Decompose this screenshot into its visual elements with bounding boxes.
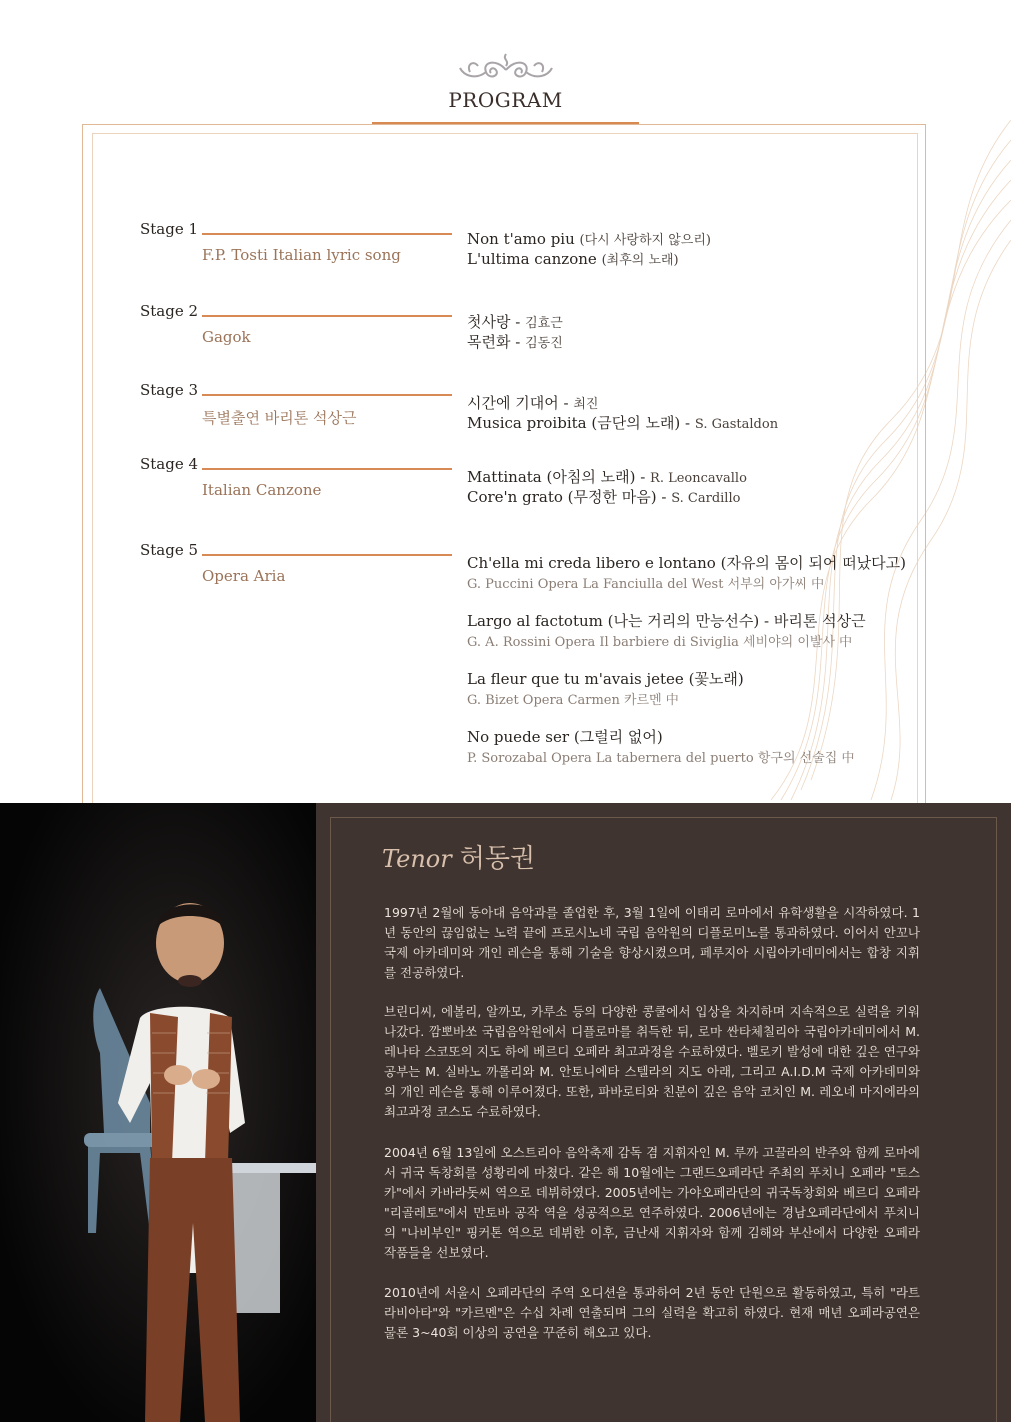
song-title	[467, 249, 679, 268]
song-composer: S. Gastaldon	[694, 417, 779, 432]
bio-paragraph: 브린디씨, 에볼리, 알까모, 카루소 등의 다양한 콩쿨에서 입상을 차지하며 지속적으로 실력을 키워나갔다. 깜뽀바쏘 국립음악원에서 디플로마를 취득한 뒤, 로마 싼타체칠리아 국립아카데미에서 M. 레나타 스코또의 지도 하에 베르디 오페라 최고과정을 수료하였다. 벨로키 발성에 대한 깊은 연구와 공부는 M. 실바노 까롤리와 M. 안토니에타 스텔라의 지도 아래, 그리고 A.I.D.M 국제 아카데미와의 개인 레슨을 통해 이루어졌다. 또한, 파바로티와 친분이 깊은 음악 코치인 M. 레오네 마지에라의 최고과정 코스도 수료하였다.	[384, 1004, 920, 1119]
song-title: La fleur que tu m'avais jetee (꽃노래)	[467, 670, 744, 688]
stage-divider	[202, 554, 452, 556]
song-title	[467, 229, 711, 248]
song-source: G. Bizet Opera Carmen 카르멘 中	[467, 693, 679, 708]
bio-paragraph: 1997년 2월에 동아대 음악과를 졸업한 후, 3월 1일에 이태리 로마에서 유학생활을 시작하였다. 1년 동안의 끊임없는 노력 끝에 프로시노네 국립 음악원의 디플로미노를 통과하였다. 이어서 안꼬나 국제 아카데미와 개인 레슨을 통해 기술을 향상시켰으며, 페루지아 시립아카데미에서는 합창 지휘를 전공하였다.	[384, 905, 920, 980]
bio-paragraph: 2010년에 서울시 오페라단의 주역 오디션을 통과하여 2년 동안 단원으로 활동하였고, 특히 "라트라비아타"와 "카르멘"은 수십 차례 연출되며 그의 실력을 확고히 하였다. 현재 매년 오페라공연은 물론 3~40회 이상의 공연을 꾸준히 해오고 있다.	[384, 1285, 920, 1340]
stage-subtitle: Gagok	[202, 328, 251, 346]
song-title: Ch'ella mi creda libero e lontano (자유의 몸이 되어 떠났다고)	[467, 554, 907, 572]
song-name: 첫사랑 -	[467, 313, 521, 331]
bio-paragraph: 2004년 6월 13일에 오스트리아 음악축제 감독 겸 지휘자인 M. 루까 고끌라의 반주와 함께 로마에서 귀국 독창회를 성황리에 마쳤다. 같은 해 10월에는 그랜드오페라단 주최의 푸치니 오페라 "토스카"에서 카바라돗씨 역으로 데뷔하였다. 2005년에는 가야오페라단의 귀국독창회와 베르디 오페라 "리골레토"에서 만토바 공작 역을 성공적으로 연주하였다. 2006년에는 경남오페라단에서 푸치니의 "나비부인" 핑커톤 역으로 데뷔한 이후, 금난새 지휘자와 함께 김해와 부산에서 다양한 오페라 작품들을 선보였다.	[384, 1145, 920, 1260]
song-composer: R. Leoncavallo	[650, 471, 747, 486]
stage-divider	[202, 315, 452, 317]
stage-label: Stage 4	[140, 455, 199, 473]
song-title: No puede ser (그럴리 없어)	[467, 728, 663, 746]
stage-subtitle: 특별출연 바리톤 석상근	[202, 409, 357, 427]
song-title	[467, 466, 747, 487]
song-source: G. A. Rossini Opera Il barbiere di Siviglia 세비야의 이발사 中	[467, 635, 853, 650]
song-composer: 김효근	[525, 316, 563, 331]
song-title	[467, 486, 740, 507]
song-korean: (다시 사랑하지 않으리)	[579, 233, 711, 248]
song-name: 목련화 -	[467, 333, 521, 351]
stage-divider	[202, 468, 452, 470]
page-title: PROGRAM	[448, 88, 563, 112]
song-name: Musica proibita (금단의 노래) -	[467, 414, 691, 432]
stage-label: Stage 5	[140, 541, 199, 559]
song-source: P. Sorozabal Opera La tabernera del puerto 항구의 선술집 中	[467, 751, 855, 766]
song-name: Mattinata (아침의 노래) -	[467, 468, 646, 486]
stage-subtitle: Opera Aria	[202, 567, 286, 585]
stage-divider	[202, 394, 452, 396]
song-name: Core'n grato (무정한 마음) -	[467, 488, 667, 506]
stage-subtitle: F.P. Tosti Italian lyric song	[202, 246, 401, 264]
tenor-photo	[0, 803, 316, 1422]
bio-heading	[382, 838, 535, 875]
ornament-icon	[456, 50, 556, 84]
stage-label: Stage 2	[140, 302, 199, 320]
stage-label: Stage 3	[140, 381, 199, 399]
stage-label: Stage 1	[140, 220, 199, 238]
song-name: Non t'amo piu	[467, 230, 575, 248]
song-korean: (최후의 노래)	[601, 253, 679, 268]
song-composer: 김동진	[525, 336, 563, 351]
song-title	[467, 412, 778, 433]
song-name: 시간에 기대어 -	[467, 394, 569, 412]
performer-illustration	[0, 803, 316, 1422]
bio-role: Tenor	[382, 845, 452, 873]
song-title	[467, 392, 598, 413]
song-title	[467, 331, 563, 352]
stage-divider	[202, 233, 452, 235]
song-title: Largo al factotum (나는 거리의 만능선수) - 바리톤 석상근	[467, 612, 866, 630]
song-composer: 최진	[573, 397, 599, 412]
bio-name: 허동권	[459, 844, 536, 874]
song-composer: S. Cardillo	[671, 491, 741, 506]
song-source: G. Puccini Opera La Fanciulla del West 서부의 아가씨 中	[467, 577, 825, 592]
stage-subtitle: Italian Canzone	[202, 481, 322, 499]
song-name: L'ultima canzone	[467, 250, 597, 268]
song-title	[467, 311, 563, 332]
